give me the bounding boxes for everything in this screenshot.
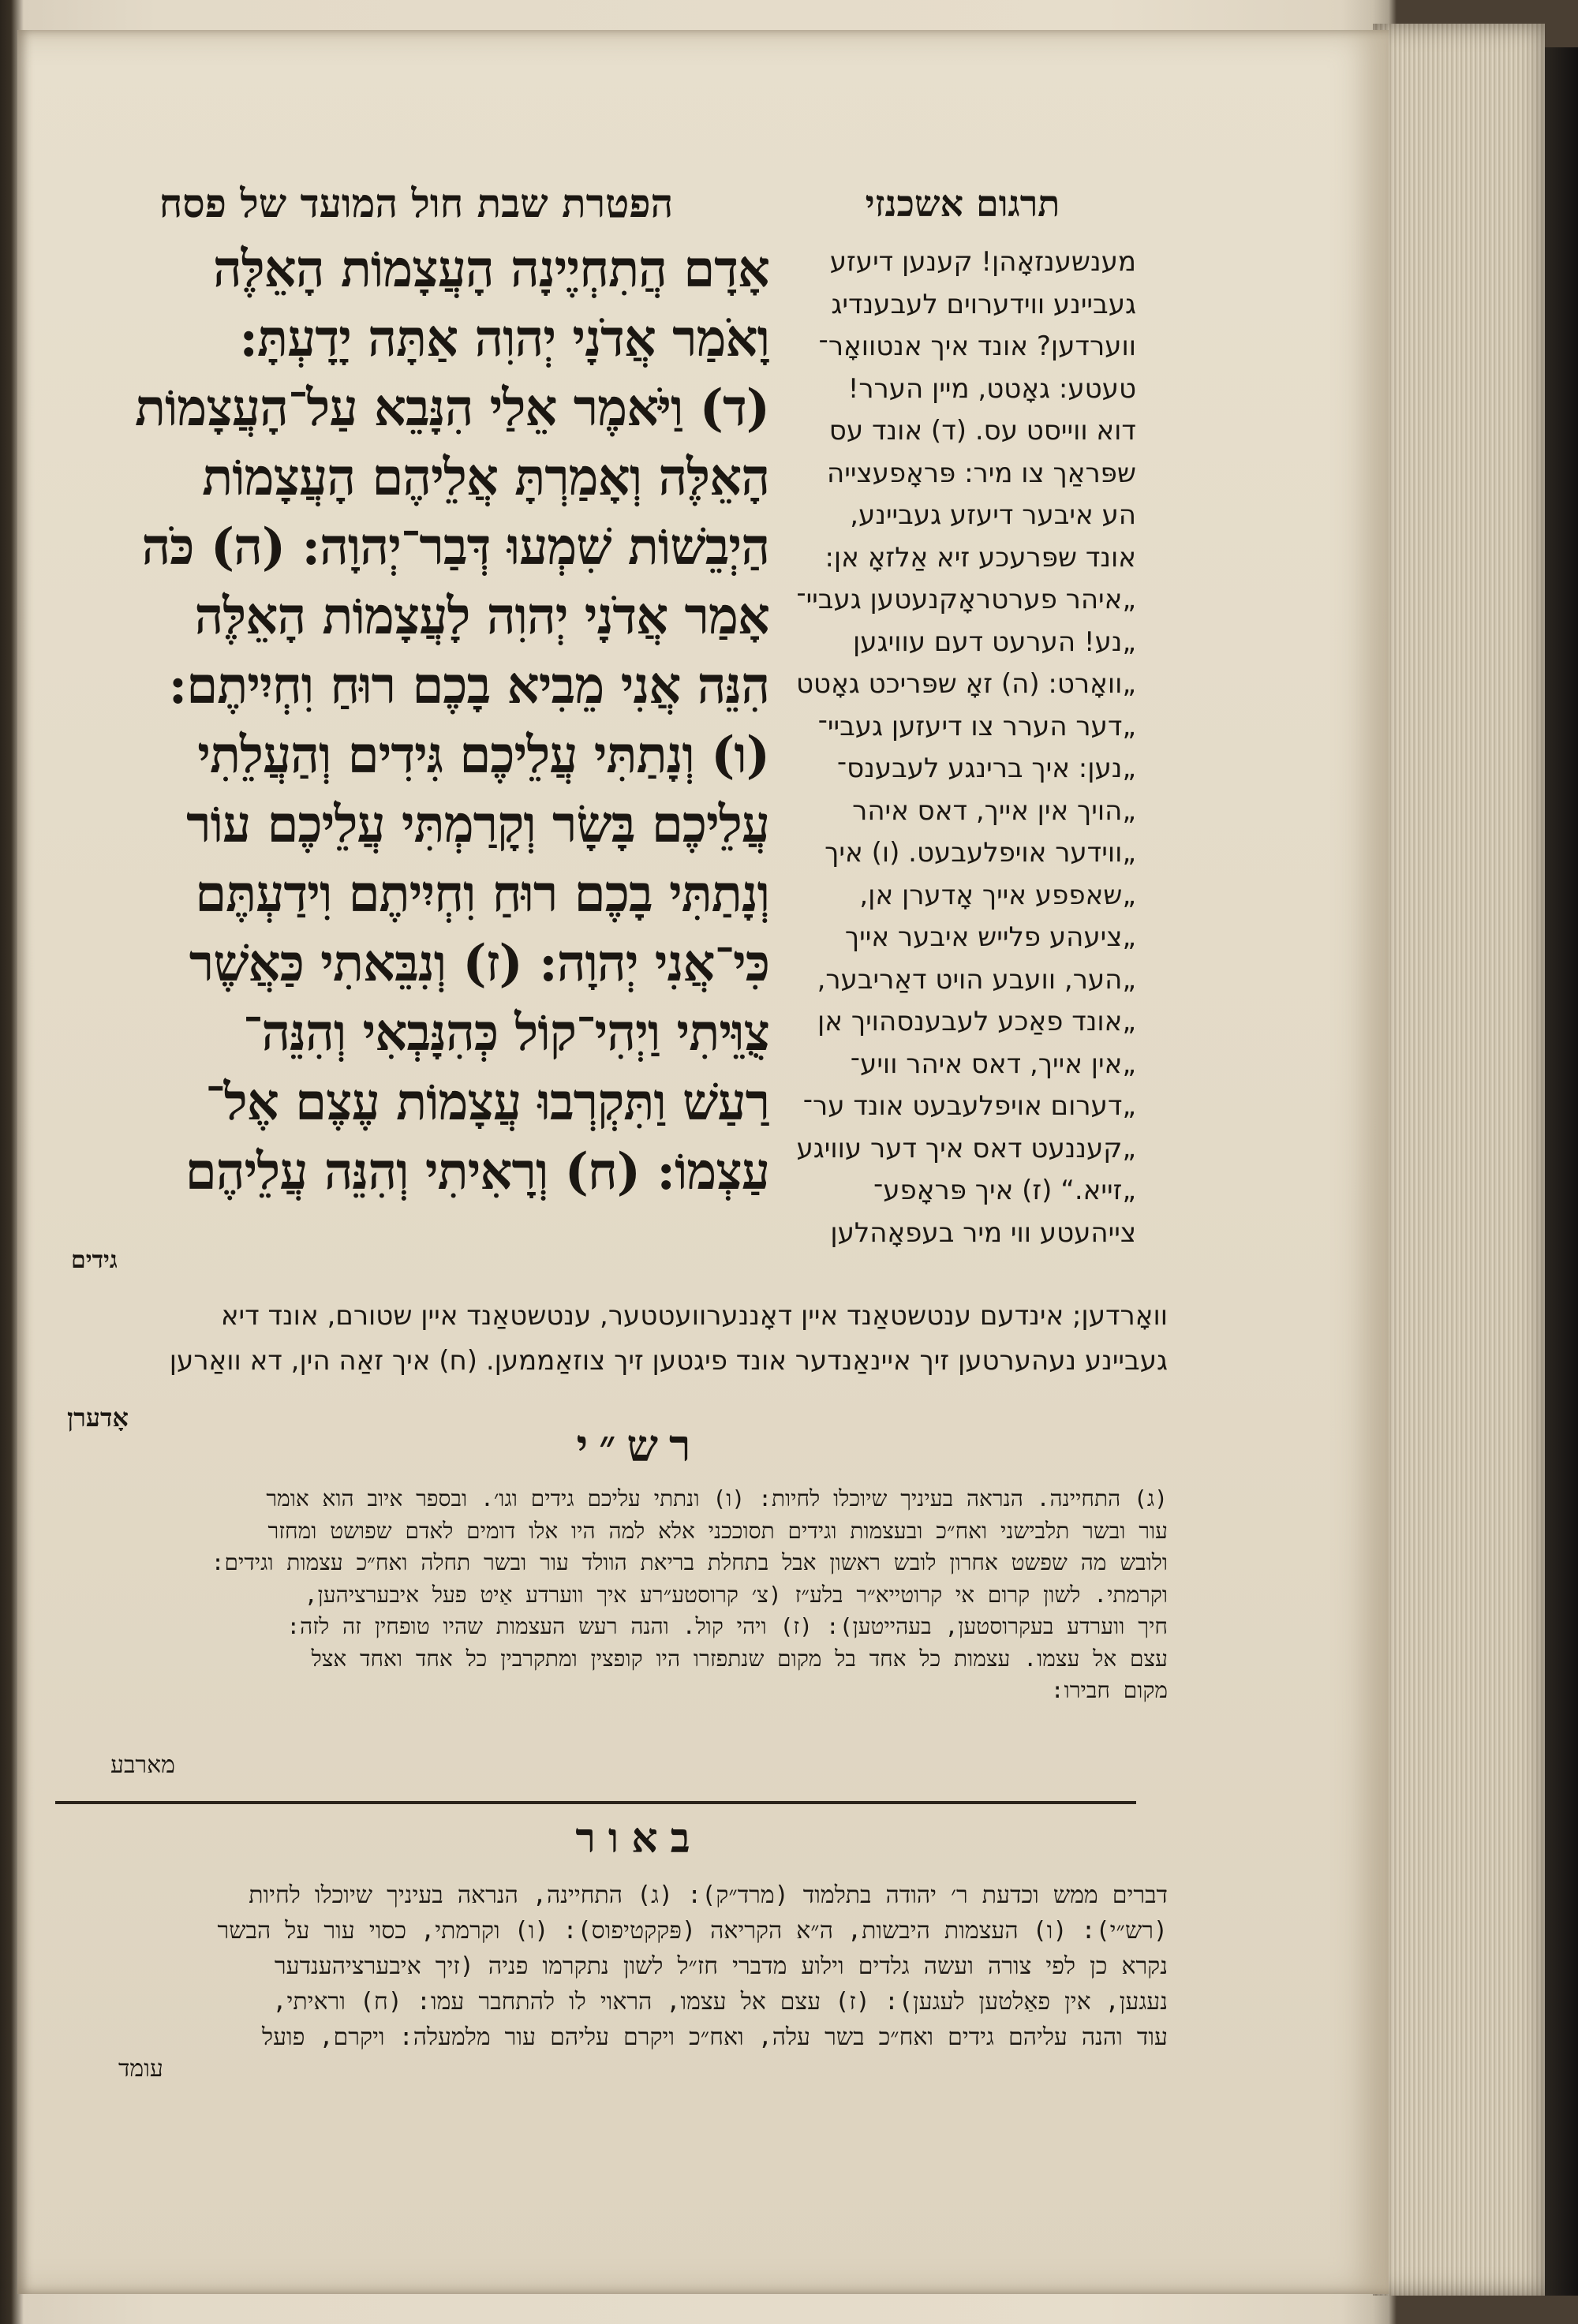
translation-line: „אין אייך, דאס איהר וויע־ (850, 1048, 1136, 1080)
translation-line: „שאפפע אייך אָדערן אן, (859, 879, 1136, 911)
translation-line: „וואָרט: (ה) זאָ שפּריכט גאָטט (795, 668, 1136, 700)
translation-continuation (47, 1294, 1168, 1384)
rashi-line: וקרמתי. לשון קרום אי קרוטייא״ר בלע״ז (צ׳ קרוסטע״רע איך ווערדע אַיט פעל איבערציהען, (304, 1581, 1168, 1608)
haftarah-verse-line: הָאֵלֶּה וְאָמַרְתָּ אֲלֵיהֶם הָעֲצָמוֹת (202, 448, 769, 507)
haftarah-verse-line: וָאֹמַר אֲדֹנָי יְהוִה אַתָּה יָדָעְתָּ: (239, 309, 769, 368)
haftarah-column (63, 172, 769, 1207)
haftarah-verse-line: (ו) וְנָתַתִּי עֲלֵיכֶם גִּידִים וְהַעֲלֵתִי (197, 726, 769, 785)
translation-lines (789, 241, 1136, 1254)
translation-line: „אונד פאַכע לעבענסהויך אן (817, 1006, 1136, 1037)
haftarah-verse-line: הַיְבֵשׁוֹת שִׁמְעוּ דְּבַר־יְהוָה: (ה) כֹּה (141, 517, 769, 577)
translation-line: „ווידער אויפלעבעט. (ו) איך (825, 837, 1136, 869)
translation-line: ווערדען? אונד איך אנטוואָר־ (818, 331, 1136, 362)
beur-line: עוד והנה עליהם גידים ואח״כ בשר עלה, ואח״כ ויקרם עליהם עור מלמעלה: ויקרם, פועל (262, 2023, 1168, 2051)
haftarah-verse-line: כִּי־אֲנִי יְהוָה: (ז) וְנִבֵּאתִי כַּאֲשֶׁר (189, 934, 769, 993)
haftarah-verse-line: (ד) וַיֹּאמֶר אֵלַי הִנָּבֵא עַל־הָעֲצָמוֹת (134, 379, 769, 438)
translation-line: „נען: איך ברינגע לעבענס־ (836, 753, 1136, 784)
translation-line: דוא ווייסט עס. (ד) אונד עס (828, 415, 1136, 446)
translation-continuation-line: וואָרדען; אינדעם ענטשטאַנד איין דאָננערוועטטער, ענטשטאַנד איין שטורם, אונד דיא (220, 1300, 1168, 1332)
rashi-heading: רש״י (576, 1420, 702, 1472)
haftarah-verse-line: אָמַר אֲדֹנָי יְהוִה לָעֲצָמוֹת הָאֵלֶּה (194, 587, 769, 646)
haftarah-heading: הפטרת שבת חול המועד של פסח (159, 180, 674, 226)
translation-line: „הויך אין אייך, דאס איהר (852, 794, 1136, 827)
book-binding (1545, 47, 1578, 2296)
page-edges (1373, 24, 1545, 2296)
haftarah-verse-line: עֲלֵיכֶם בָּשָׂר וְקָרַמְתִּי עֲלֵיכֶם עוֹר (186, 795, 769, 854)
rashi-line: עצם אל עצמו. עצמות כל אחד בל מקום שנתפזרו היו קופצין ומתקרבין כל אחד ואחד אצל (311, 1645, 1168, 1672)
translation-line: „זייא.“ (ז) איך פּראָפע־ (873, 1175, 1136, 1206)
beur-line: דברים ממש וכדעת ר׳ יהודה בתלמוד (מרד״ק): (ג) התחיינה, הנראה בעיניך שיוכלו לחיות (249, 1881, 1168, 1909)
rashi-line: ולובש מה שפשט אחרון לובש ראשון אבל בתחלת בריאת הוולד עור ובשר תחלה ואח״כ עצמות וגידים: (211, 1549, 1168, 1575)
beur-line: נעגען, אין פאַלטען לעגען): (ז) עצם אל עצמו, הראוי לו להתחבר עמו: (ח) וראיתי, (272, 1988, 1168, 2016)
rashi-line: חיך ווערדע בעקרוסטען, בעהייטען): (ז) ויהי קול. והנה רעש העצמות שהיו טופחין זה לזה: (286, 1613, 1168, 1639)
translation-line: „קעננעט דאס איך דער עוויגע (796, 1132, 1136, 1164)
haftarah-verse-line: הִנֵּה אֲנִי מֵבִיא בָכֶם רוּחַ וִחְיִיתֶם: (168, 656, 769, 716)
translation-line: מענשענזאָהן! קענען דיעזע (829, 246, 1136, 278)
haftarah-lines (63, 235, 769, 1207)
translation-line: „נע! הערעט דעם עוויגען (853, 626, 1136, 658)
rashi-line: עור ובשר תלבישני ואח״כ ובעצמות וגידים תסוככני אלא למה היו אלו דומים לאדם שפושט ומחזר (267, 1517, 1168, 1544)
haftarah-verse-line: צֻוֵּיתִי וַיְהִי־קוֹל כְּהִנָּבְאִי וְהִנֵּה־ (242, 1003, 769, 1063)
beur-line: (רש״י): (ו) העצמות היבשות, ה״א הקריאה (פּקקטיפוס): (ו) וקרמתי, כסוי עור על הבשר (217, 1917, 1168, 1945)
rashi-line: מקום חבירו: (1050, 1677, 1168, 1703)
beur-catchword: עומד (118, 2055, 163, 2083)
haftarah-verse-line: אָדָם הֲתִחְיֶינָה הָעֲצָמוֹת הָאֵלֶּה (212, 240, 769, 299)
haftarah-verse-line: וְנָתַתִּי בָכֶם רוּחַ וִחְיִיתֶם וִידַעְתֶּם (195, 865, 769, 924)
haftarah-catchword: גידים (71, 1246, 118, 1274)
translation-line: „איהר פערטראָקנעטען געביי־ (796, 584, 1136, 615)
translation-line: „דערום אויפלעבעט אונד ער־ (802, 1090, 1136, 1122)
translation-line: „ציעהע פלייש איבער אייך (844, 921, 1136, 953)
translation-continuation-line: געביינע נעהערטען זיך איינאַנדער אונד פיגטען זיך צוזאַממען. (ח) איך זאַה הין, דא וואַרען (169, 1345, 1168, 1377)
rashi-line: (ג) התחיינה. הנראה בעיניך שיוכלו לחיות: (ו) ונתתי עליכם גידים וגו׳. ובספר איוב הוא אומר (266, 1485, 1168, 1511)
beur-heading: באור (575, 1814, 703, 1863)
haftarah-verse-line: עַצְמוֹ: (ח) וְרָאִיתִי וְהִנֵּה עֲלֵיהֶם (185, 1142, 769, 1201)
translation-line: „דער הערר צו דיעזען געביי־ (817, 710, 1136, 742)
translation-line: הע איבער דיעזע געביינע, (850, 499, 1136, 531)
rashi-catchword: מארבע (110, 1751, 175, 1779)
beur-commentary (47, 1878, 1168, 2055)
translation-line: „הער, וועבע הויט דאַריבער, (817, 963, 1136, 996)
translation-line: צייהעטע ווי מיר בעפאָהלען (830, 1216, 1136, 1249)
rashi-commentary (47, 1483, 1168, 1707)
translation-line: שפּראַך צו מיר: פּראָפעצייה (827, 457, 1136, 489)
section-divider (55, 1801, 1136, 1804)
haftarah-verse-line: רַעַשׁ וַתִּקְרְבוּ עֲצָמוֹת עֶצֶם אֶל־ (205, 1073, 769, 1132)
beur-line: נקרא כן לפי צורה ועשה גלדים וילוע מדברי חז״ל לשון נתקרמו פניה (זיך איבערציהענדער (274, 1952, 1168, 1980)
translation-column (789, 172, 1136, 1254)
translation-line: געביינע ווידערוים לעבענדיג (831, 288, 1136, 320)
translation-heading: תרגום אשכנזי (865, 182, 1060, 225)
translation-line: אונד שפּרעכע זיא אַלזאָ אן: (825, 541, 1136, 574)
translation-catchword: אָדערן (67, 1403, 129, 1433)
translation-line: טעטע: גאָטט, מיין הערר! (847, 372, 1136, 405)
